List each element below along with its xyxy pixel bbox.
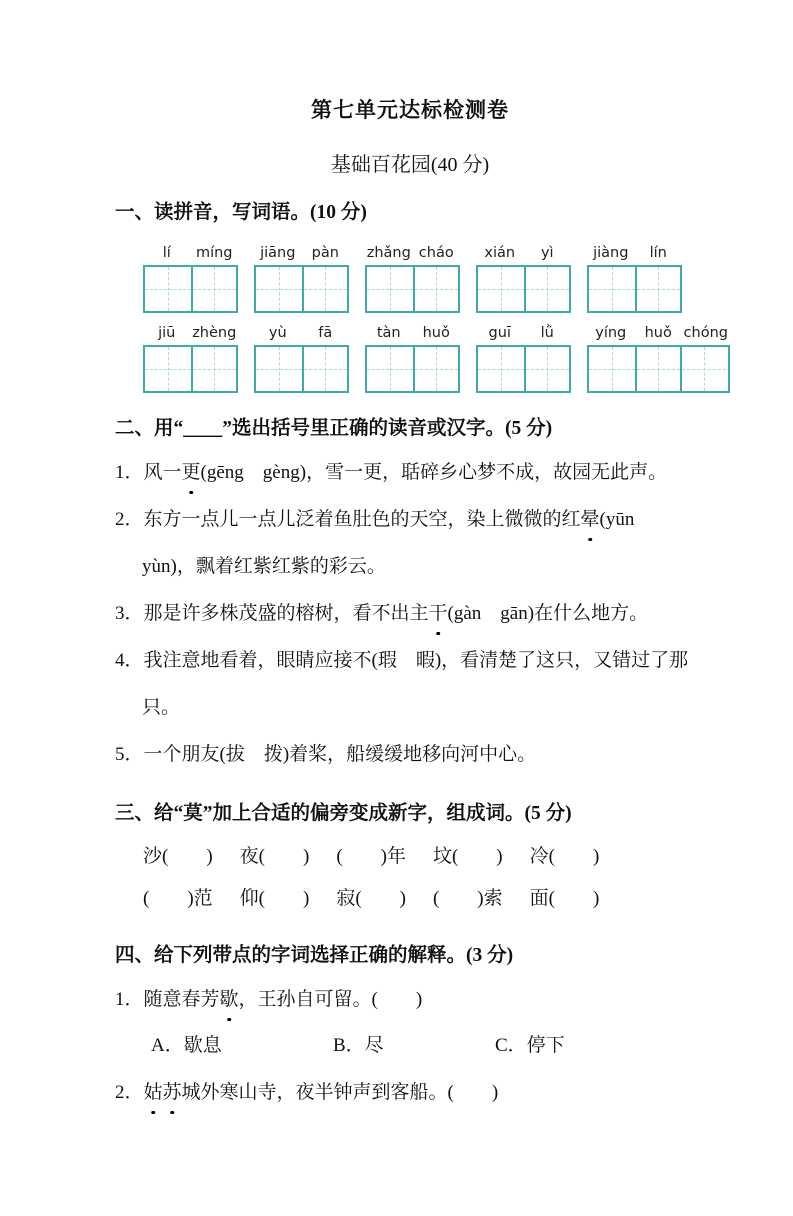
test-paper (0, 94, 793, 1116)
question-item (115, 590, 705, 637)
pinyin-syllable: huǒ (644, 325, 672, 341)
pinyin-group (143, 323, 238, 393)
pinyin-syllable: míng (195, 245, 233, 261)
writing-cell (589, 347, 635, 391)
pinyin-syllable: yù (268, 325, 287, 341)
pinyin-syllable: huǒ (422, 325, 450, 341)
pinyin-group (143, 243, 238, 313)
word-blank: 坟( ) (432, 846, 503, 867)
pinyin-group (587, 323, 730, 393)
writing-grid (143, 345, 238, 393)
question-item (115, 496, 705, 590)
dotted-char: 更 (182, 449, 201, 496)
item-text: (gēng gèng)，雪一更，聒碎乡心梦不成，故园无此声。 (200, 462, 668, 483)
pinyin-syllable: lí (162, 245, 171, 261)
writing-cell (367, 347, 413, 391)
pinyin-syllable: yì (540, 245, 554, 261)
item-number: 2． (115, 1082, 144, 1103)
pinyin-labels (587, 243, 682, 265)
word-blank: 沙( ) (143, 846, 213, 867)
writing-cell (635, 267, 681, 311)
option-c: C．停下 (495, 1035, 565, 1056)
pinyin-labels (143, 243, 238, 265)
dotted-char: 晕 (581, 496, 600, 543)
dotted-char: 苏 (163, 1069, 182, 1116)
pinyin-syllable: lǜ (540, 325, 554, 341)
pinyin-group (365, 243, 460, 313)
writing-cell (589, 267, 635, 311)
writing-cell (478, 267, 524, 311)
pinyin-syllable: zhǎng (366, 245, 411, 261)
word-blank-row (143, 836, 705, 878)
pinyin-syllable: yíng (595, 325, 627, 341)
writing-grid (476, 265, 571, 313)
writing-grid (254, 345, 349, 393)
question-item (115, 449, 705, 496)
writing-cell (302, 267, 348, 311)
writing-cell (680, 347, 726, 391)
writing-cell (478, 347, 524, 391)
pinyin-labels (476, 323, 571, 345)
word-blank: 仰( ) (239, 888, 310, 909)
item-text: 风一 (143, 462, 182, 483)
section4-heading: 四、给下列带点的字词选择正确的解释。(3 分) (115, 945, 514, 966)
word-blank-row (143, 878, 705, 920)
pinyin-labels (365, 323, 460, 345)
writing-cell (302, 347, 348, 391)
pinyin-group (476, 243, 571, 313)
writing-cell (191, 347, 237, 391)
writing-cell (413, 267, 459, 311)
item-number: 4． (115, 650, 144, 671)
item-text: ，王孙自可留。( ) (238, 989, 423, 1010)
writing-grid (365, 265, 460, 313)
pinyin-syllable: chóng (683, 325, 728, 341)
writing-cell (367, 267, 413, 311)
item-text: 东方一点儿一点儿泛着鱼肚色的天空，染上微微的红 (143, 509, 581, 530)
item-text: 那是许多株茂盛的榕树，看不出主 (143, 603, 429, 624)
pinyin-syllable: pàn (311, 245, 339, 261)
question-item (115, 1069, 705, 1116)
pinyin-labels (587, 323, 730, 345)
writing-cell (191, 267, 237, 311)
item-number: 1． (115, 462, 144, 483)
writing-grid (365, 345, 460, 393)
writing-grid (476, 345, 571, 393)
section4-items (115, 976, 705, 1116)
item-number: 2． (115, 509, 144, 530)
word-blank: ( )范 (143, 888, 213, 909)
word-blank: 夜( ) (239, 846, 310, 867)
pinyin-syllable: jiàng (593, 245, 629, 261)
section3-word-rows (115, 836, 705, 920)
section1-heading: 一、读拼音，写词语。(10 分) (115, 202, 367, 223)
pinyin-labels (365, 243, 460, 265)
pinyin-syllable: xián (484, 245, 516, 261)
option-a: A．歇息 (151, 1035, 222, 1056)
pinyin-syllable: guī (488, 325, 511, 341)
item-text: (yūn yùn)，飘着红紫红紫的彩云。 (142, 509, 654, 577)
writing-cell (524, 267, 570, 311)
section2-items (115, 449, 705, 778)
word-blank: ( )索 (432, 888, 503, 909)
paper-title: 第七单元达标检测卷 (311, 99, 509, 122)
writing-grid (587, 265, 682, 313)
option-b: B．尽 (333, 1035, 384, 1056)
pinyin-group (254, 243, 349, 313)
writing-cell (145, 347, 191, 391)
pinyin-group (254, 323, 349, 393)
item-text: 我注意地看着，眼睛应接不(瑕 暇)，看清楚了这只，又错过了那只。 (142, 650, 689, 718)
pinyin-labels (476, 243, 571, 265)
item-text: 随意春芳 (143, 989, 220, 1010)
item-number: 5． (115, 744, 144, 765)
pinyin-group (587, 243, 682, 313)
section2-heading: 二、用“____”选出括号里正确的读音或汉字。(5 分) (115, 418, 553, 439)
writing-grid (587, 345, 730, 393)
pinyin-syllable: jiū (158, 325, 176, 341)
writing-cell (256, 347, 302, 391)
item-number: 1． (115, 989, 144, 1010)
word-blank: 冷( ) (529, 846, 600, 867)
writing-grid (254, 265, 349, 313)
question-item (115, 731, 705, 778)
pinyin-grid-row-2 (143, 323, 728, 393)
word-blank: ( )年 (336, 846, 406, 867)
pinyin-syllable: tàn (376, 325, 401, 341)
pinyin-grid-row-1 (143, 243, 705, 313)
writing-cell (256, 267, 302, 311)
pinyin-syllable: cháo (418, 245, 454, 261)
writing-cell (635, 347, 681, 391)
word-blank: 面( ) (529, 888, 600, 909)
pinyin-syllable: fā (318, 325, 333, 341)
pinyin-group (365, 323, 460, 393)
item-number: 3． (115, 603, 144, 624)
writing-cell (524, 347, 570, 391)
item-text: 城外寒山寺，夜半钟声到客船。( ) (181, 1082, 499, 1103)
question-item (115, 976, 705, 1023)
paper-subtitle: 基础百花园(40 分) (330, 154, 490, 176)
pinyin-syllable: zhèng (192, 325, 237, 341)
pinyin-syllable: jiāng (260, 245, 296, 261)
writing-grid (143, 265, 238, 313)
pinyin-labels (254, 243, 349, 265)
dotted-char: 姑 (144, 1069, 163, 1116)
dotted-char: 歇 (220, 976, 239, 1023)
writing-cell (145, 267, 191, 311)
word-blank: 寂( ) (336, 888, 406, 909)
question-item (115, 637, 705, 731)
item-text: (gàn gān)在什么地方。 (447, 603, 649, 624)
pinyin-labels (254, 323, 349, 345)
item-text: 一个朋友(拔 拨)着桨，船缓缓地移向河中心。 (143, 744, 537, 765)
dotted-char: 干 (429, 590, 448, 637)
pinyin-syllable: lín (649, 245, 667, 261)
writing-cell (413, 347, 459, 391)
options-row (151, 1023, 705, 1069)
section3-heading: 三、给“莫”加上合适的偏旁变成新字，组成词。(5 分) (115, 803, 572, 824)
pinyin-group (476, 323, 571, 393)
pinyin-labels (143, 323, 238, 345)
